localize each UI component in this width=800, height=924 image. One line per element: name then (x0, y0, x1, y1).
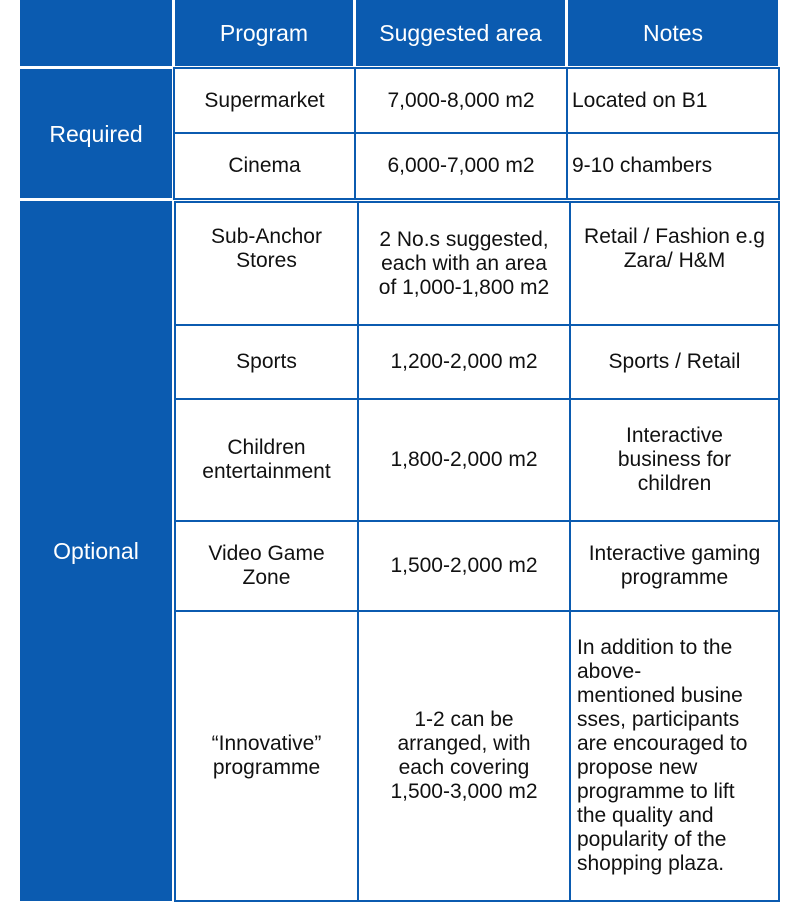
cell-program: Children entertainment (174, 398, 359, 522)
cell-program: “Innovative” programme (174, 610, 359, 902)
cell-area: 6,000-7,000 m2 (354, 132, 568, 200)
cell-program: Sports (174, 324, 359, 400)
cell-notes: Interactive gaming programme (569, 520, 780, 612)
cell-area: 2 No.s suggested, each with an area of 1,000-1,800 m2 (357, 201, 571, 326)
cell-area: 1-2 can be arranged, with each covering 1,500-3,000 m2 (357, 610, 571, 902)
cell-notes: Sports / Retail (569, 324, 780, 400)
cell-area: 7,000-8,000 m2 (354, 67, 568, 134)
header-corner (20, 0, 172, 66)
cell-notes: Located on B1 (566, 67, 780, 134)
header-suggested-area: Suggested area (356, 0, 565, 66)
cell-notes: 9-10 chambers (566, 132, 780, 200)
category-required: Required (20, 69, 172, 198)
cell-program: Cinema (173, 132, 356, 200)
cell-notes: In addition to the above- mentioned busine sses, participants are encouraged to propose new programme to lift the quality and popularity of the shopping plaza. (569, 610, 780, 902)
cell-program: Video Game Zone (174, 520, 359, 612)
cell-program: Supermarket (173, 67, 356, 134)
header-notes: Notes (568, 0, 778, 66)
cell-program: Sub-Anchor Stores (174, 201, 359, 326)
cell-area: 1,800-2,000 m2 (357, 398, 571, 522)
cell-area: 1,500-2,000 m2 (357, 520, 571, 612)
cell-notes: Retail / Fashion e.g Zara/ H&M (569, 201, 780, 326)
category-optional: Optional (20, 201, 172, 901)
cell-notes: Interactive business for children (569, 398, 780, 522)
header-program: Program (175, 0, 353, 66)
cell-area: 1,200-2,000 m2 (357, 324, 571, 400)
